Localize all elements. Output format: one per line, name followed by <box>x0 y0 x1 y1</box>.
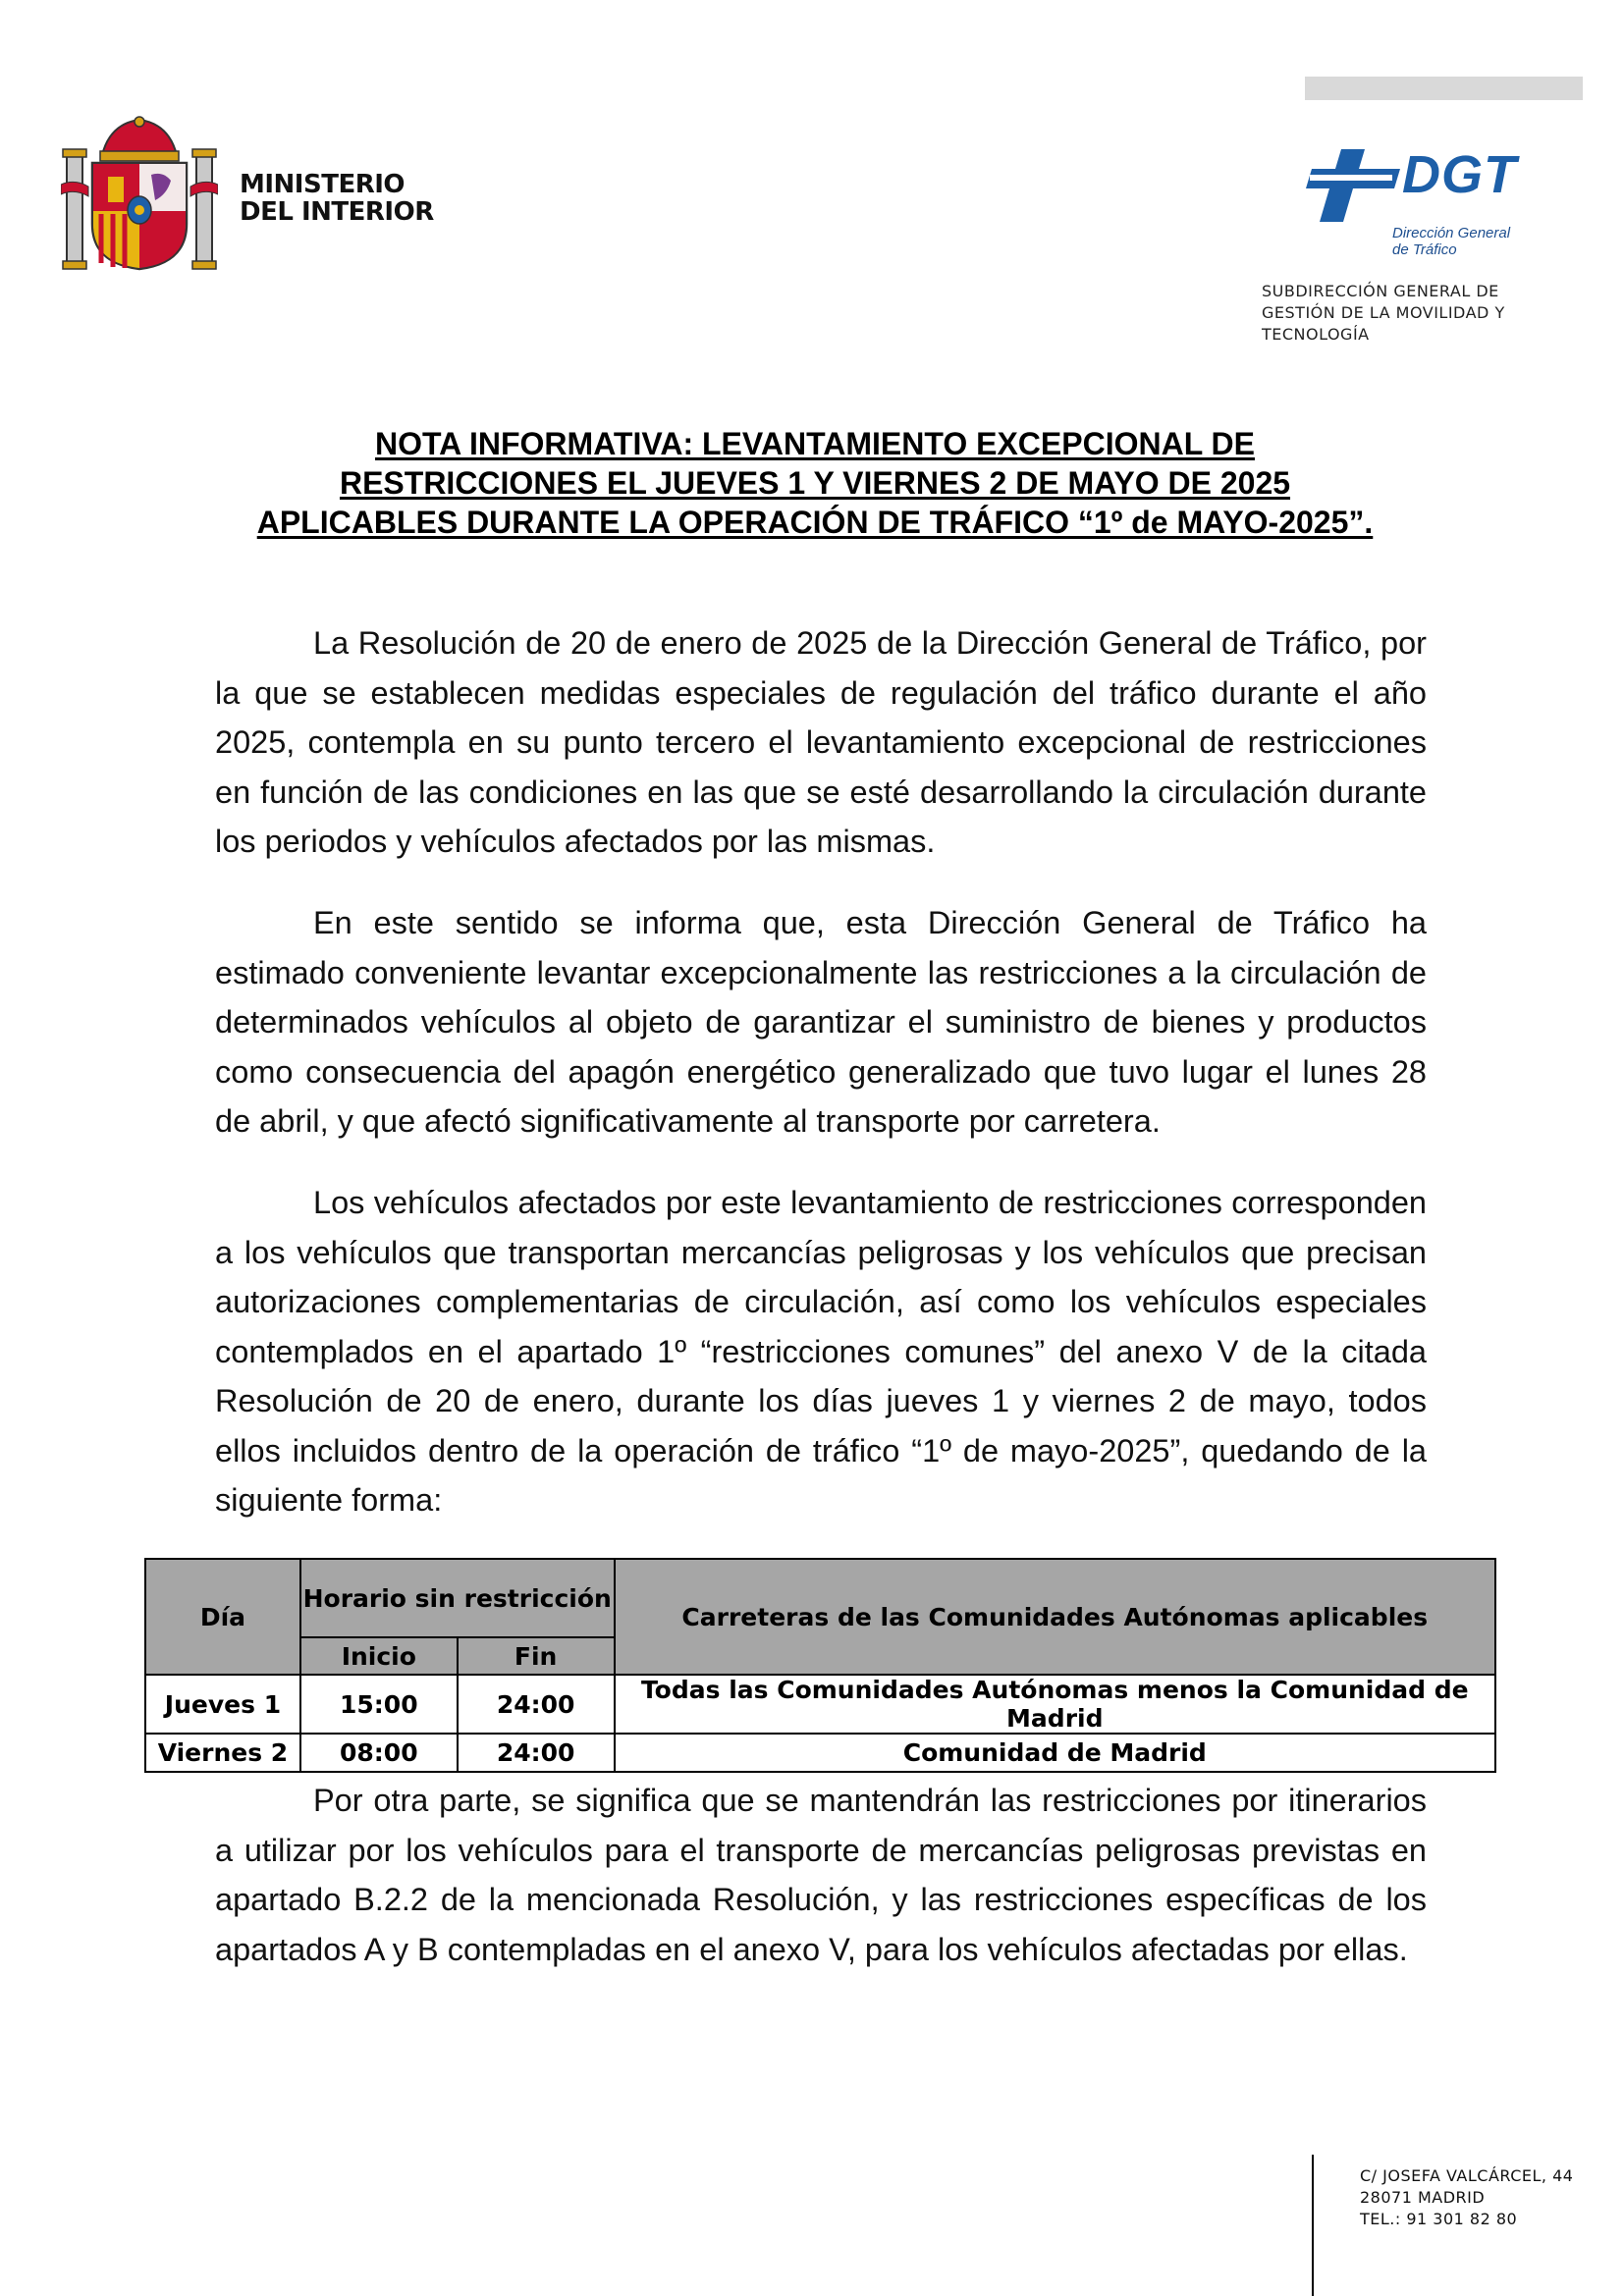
cell-inicio: 08:00 <box>300 1734 458 1772</box>
address-line-1: C/ JOSEFA VALCÁRCEL, 44 <box>1360 2166 1574 2185</box>
subdireccion-line-1: SUBDIRECCIÓN GENERAL DE <box>1262 282 1499 300</box>
paragraph-4-text: Por otra parte, se significa que se mantendrán las restricciones por itinerarios a utilizar por los vehículos para el transporte de mercancías peligrosas previstas en apartado B.2.2 de la mencionada Resolución, y las restricciones específicas de los apartados A y B contempladas en el anexo V, para los vehículos afectadas por ellas. <box>215 1783 1427 1967</box>
document-title <box>147 424 1483 542</box>
header-fin: Fin <box>458 1637 615 1675</box>
cell-inicio: 15:00 <box>300 1675 458 1734</box>
dgt-subtitle <box>1392 225 1510 258</box>
cell-fin: 24:00 <box>458 1734 615 1772</box>
table-row <box>145 1734 1495 1772</box>
coat-of-arms-logo <box>61 116 218 273</box>
table-row <box>145 1675 1495 1734</box>
subdireccion-line-3: TECNOLOGÍA <box>1262 325 1370 344</box>
paragraph-2 <box>215 898 1427 1147</box>
paragraph-2-text: En este sentido se informa que, esta Dirección General de Tráfico ha estimado conveniente levantar excepcionalmente las restricciones a la circulación de determinados vehículos al objeto de garantizar el suministro de bienes y productos como consecuencia del apagón energético generalizado que tuvo lugar el lunes 28 de abril, y que afectó significativamente al transporte por carretera. <box>215 905 1427 1139</box>
paragraph-3 <box>215 1178 1427 1525</box>
cell-dia: Viernes 2 <box>145 1734 300 1772</box>
cell-dia: Jueves 1 <box>145 1675 300 1734</box>
ministerio-line-2: DEL INTERIOR <box>240 197 434 227</box>
footer-divider <box>1312 2155 1314 2296</box>
restrictions-table <box>144 1558 1496 1773</box>
header-horario: Horario sin restricción <box>300 1559 615 1637</box>
title-line-1: NOTA INFORMATIVA: LEVANTAMIENTO EXCEPCIONAL DE <box>375 426 1255 461</box>
title-line-2: RESTRICCIONES EL JUEVES 1 Y VIERNES 2 DE MAYO DE 2025 <box>339 465 1291 501</box>
ministerio-del-interior-label <box>240 171 434 226</box>
address-line-2: 28071 MADRID <box>1360 2188 1486 2207</box>
dgt-subtitle-line-2: de Tráfico <box>1392 241 1457 258</box>
subdireccion-label <box>1262 281 1505 346</box>
paragraph-4 <box>215 1776 1427 1974</box>
footer-address <box>1360 2165 1573 2230</box>
dgt-logo-text: DGT <box>1402 145 1517 204</box>
cell-carreteras: Todas las Comunidades Autónomas menos la Comunidad de Madrid <box>615 1675 1495 1734</box>
header-carreteras: Carreteras de las Comunidades Autónomas aplicables <box>615 1559 1495 1675</box>
cell-fin: 24:00 <box>458 1675 615 1734</box>
header-dia: Día <box>145 1559 300 1675</box>
header-inicio: Inicio <box>300 1637 458 1675</box>
header-grey-bar <box>1305 77 1583 100</box>
paragraph-1 <box>215 618 1427 867</box>
paragraph-3-text: Los vehículos afectados por este levantamiento de restricciones corresponden a los vehículos que transportan mercancías peligrosas y los vehículos que precisan autorizaciones complementarias de circulación, así como los vehículos especiales contemplados en el apartado 1º “restricciones comunes” del anexo V de la citada Resolución de 20 de enero, durante los días jueves 1 y viernes 2 de mayo, todos ellos incluidos dentro de la operación de tráfico “1º de mayo-2025”, quedando de la siguiente forma: <box>215 1185 1427 1518</box>
title-line-3: APLICABLES DURANTE LA OPERACIÓN DE TRÁFICO “1º de MAYO-2025”. <box>256 505 1374 540</box>
dgt-subtitle-line-1: Dirección General <box>1392 225 1511 241</box>
paragraph-1-text: La Resolución de 20 de enero de 2025 de la Dirección General de Tráfico, por la que se establecen medidas especiales de regulación del tráfico durante el año 2025, contempla en su punto tercero el levantamiento excepcional de restricciones en función de las condiciones en las que se esté desarrollando la circulación durante los periodos y vehículos afectados por las mismas. <box>215 625 1427 859</box>
address-line-3: TEL.: 91 301 82 80 <box>1360 2210 1518 2228</box>
subdireccion-line-2: GESTIÓN DE LA MOVILIDAD Y <box>1262 303 1505 322</box>
cell-carreteras: Comunidad de Madrid <box>615 1734 1495 1772</box>
ministerio-line-1: MINISTERIO <box>240 170 405 199</box>
